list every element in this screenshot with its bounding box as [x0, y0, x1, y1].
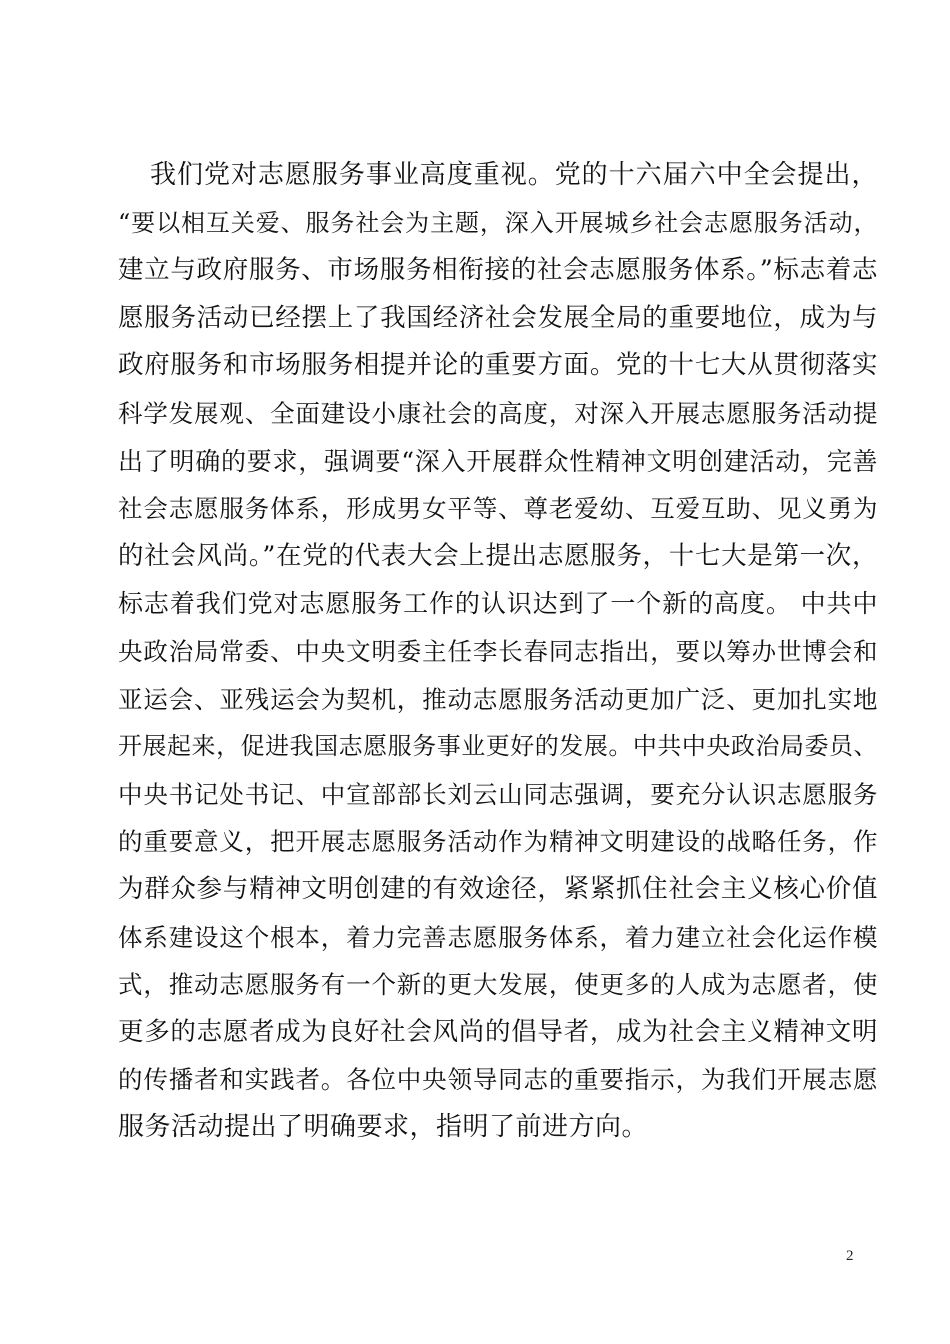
paragraph-line: 标志着我们党对志愿服务工作的认识达到了一个新的高度。 中共中: [118, 589, 878, 619]
paragraph-line: 中央书记处书记、中宣部部长刘云山同志强调，要充分认识志愿服务: [118, 779, 878, 809]
paragraph-line: 政府服务和市场服务相提并论的重要方面。党的十七大从贯彻落实: [118, 350, 878, 381]
body-paragraph: [118, 152, 878, 1151]
paragraph-line: 的重要意义，把开展志愿服务活动作为精神文明建设的战略任务，作: [118, 827, 878, 857]
paragraph-line: 央政治局常委、中央文明委主任李长春同志指出，要以筹办世博会和: [118, 636, 878, 666]
paragraph-line: 为群众参与精神文明创建的有效途径，紧紧抓住社会主义核心价值: [118, 873, 878, 904]
paragraph-line: 式，推动志愿服务有一个新的更大发展，使更多的人成为志愿者，使: [118, 970, 878, 1000]
paragraph-line: 开展起来，促进我国志愿服务事业更好的发展。中共中央政治局委员、: [118, 732, 878, 761]
paragraph-line: “要以相互关爱、服务社会为主题，深入开展城乡社会志愿服务活动，: [118, 208, 878, 237]
paragraph-line: 的传播者和实践者。各位中央领导同志的重要指示，为我们开展志愿: [118, 1065, 878, 1095]
paragraph-line: 社会志愿服务体系，形成男女平等、尊老爱幼、互爱互助、见义勇为: [118, 494, 878, 524]
paragraph-line: 体系建设这个根本，着力完善志愿服务体系，着力建立社会化运作模: [118, 922, 878, 952]
paragraph-line: 服务活动提出了明确要求，指明了前进方向。: [118, 1111, 649, 1142]
page-number: 2: [846, 1248, 854, 1264]
paragraph-line: 愿服务活动已经摆上了我国经济社会发展全局的重要地位，成为与: [118, 302, 878, 333]
paragraph-line: 的社会风尚。”在党的代表大会上提出志愿服务，十七大是第一次，: [118, 540, 878, 571]
paragraph-line: 科学发展观、全面建设小康社会的高度，对深入开展志愿服务活动提: [118, 398, 878, 428]
paragraph-line: 更多的志愿者成为良好社会风尚的倡导者，成为社会主义精神文明: [118, 1016, 878, 1047]
paragraph-line: 建立与政府服务、市场服务相衔接的社会志愿服务体系。”标志着志: [118, 255, 878, 286]
paragraph-line: 亚运会、亚残运会为契机，推动志愿服务活动更加广泛、更加扎实地: [118, 684, 878, 714]
paragraph-line: 出了明确的要求，强调要“深入开展群众性精神文明创建活动，完善: [118, 446, 878, 476]
paragraph-line: 我们党对志愿服务事业高度重视。党的十六届六中全会提出，: [150, 160, 878, 190]
